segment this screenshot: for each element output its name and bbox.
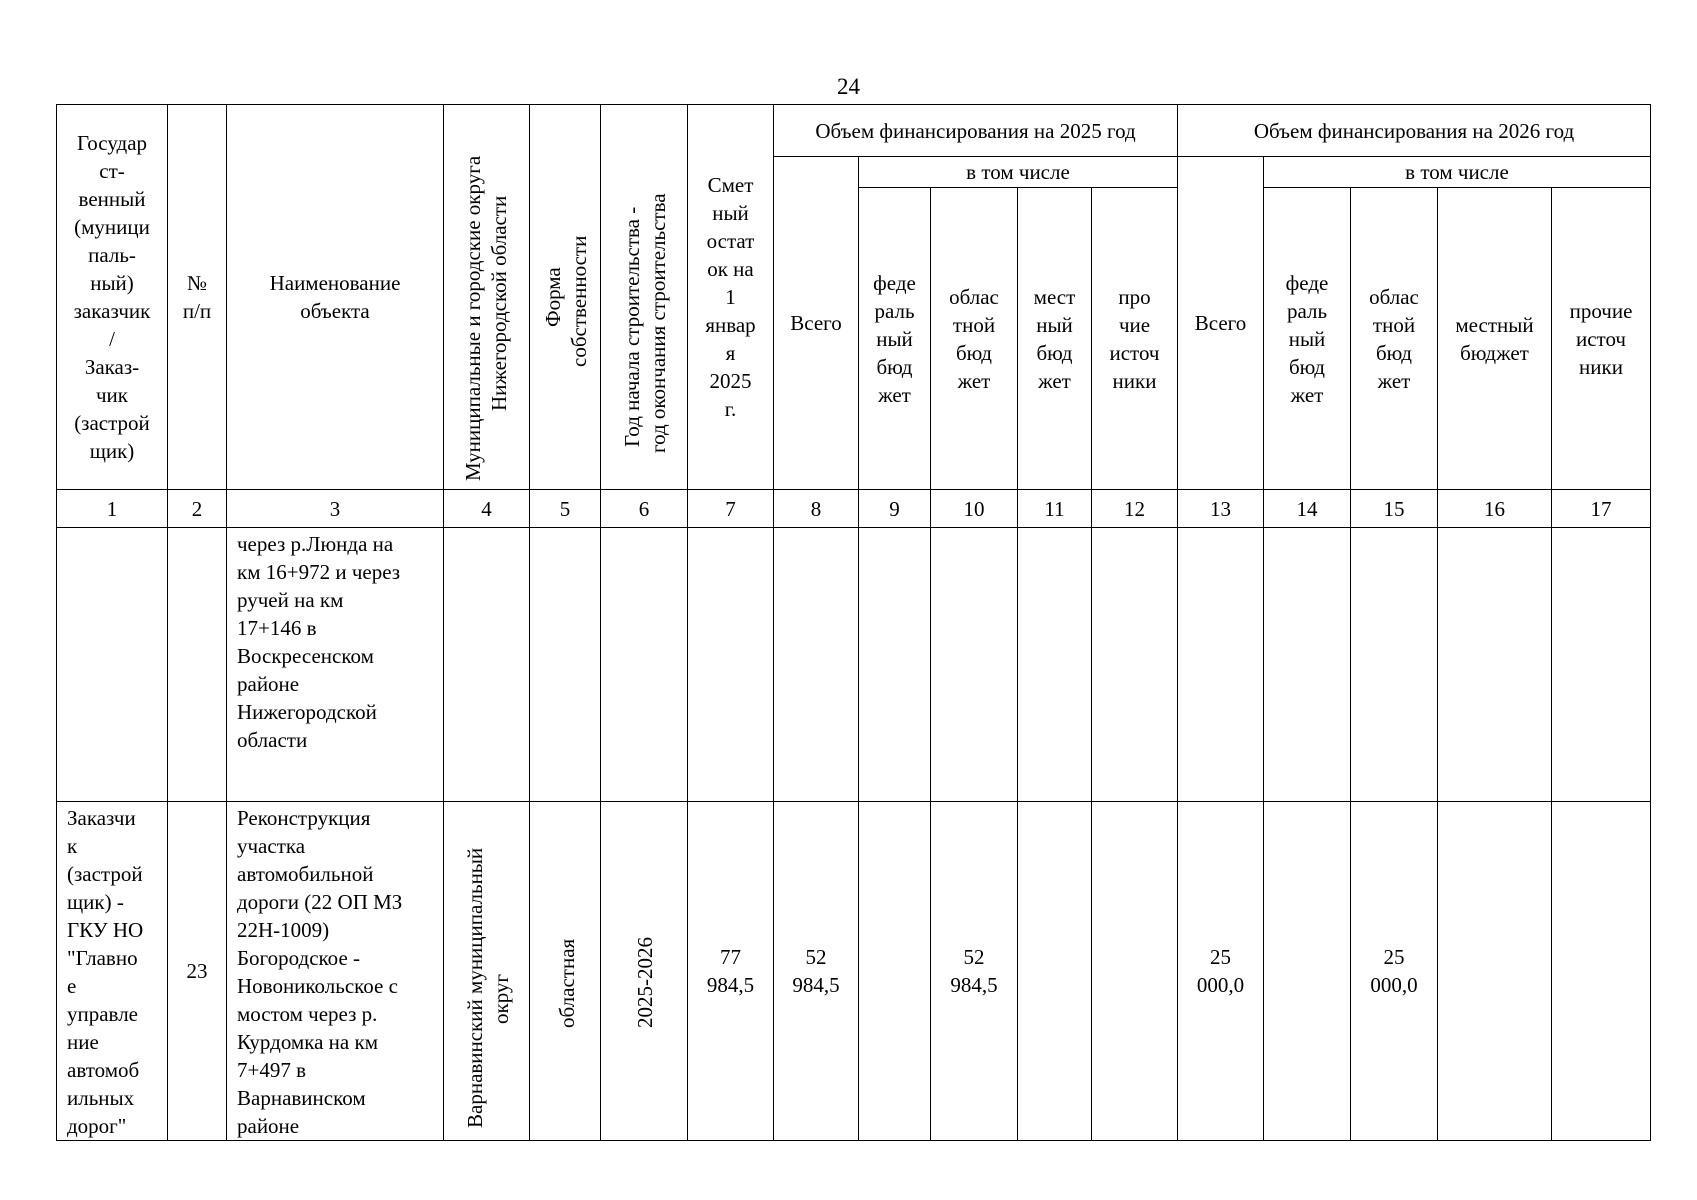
customer-cell	[57, 528, 168, 802]
column-number: 12	[1092, 490, 1178, 528]
header-districts	[444, 105, 530, 490]
header-object-name: Наименование объекта	[227, 105, 444, 490]
other-2025-cell	[1092, 528, 1178, 802]
table-row	[57, 528, 1651, 802]
column-number: 7	[688, 490, 774, 528]
regional-2026-cell	[1351, 528, 1438, 802]
header-remainder: Смет ный остат ок на 1 январ я 2025 г.	[688, 105, 774, 490]
column-number: 16	[1438, 490, 1552, 528]
local-2025-cell	[1018, 802, 1092, 1141]
regional-2025-cell	[931, 528, 1018, 802]
svg-text:Форма: Форма	[541, 267, 565, 327]
svg-text:Варнавинский муниципальный: Варнавинский муниципальный	[463, 847, 487, 1128]
header-local-2026: местный бюджет	[1438, 188, 1552, 490]
column-number: 4	[444, 490, 530, 528]
column-number: 1	[57, 490, 168, 528]
header-federal-2025: феде раль ный бюд жет	[859, 188, 931, 490]
header-years	[601, 105, 688, 490]
column-number: 14	[1264, 490, 1351, 528]
page-number: 24	[837, 74, 860, 99]
remainder-cell	[688, 528, 774, 802]
column-number: 17	[1552, 490, 1651, 528]
svg-text:2025-2026: 2025-2026	[633, 937, 657, 1028]
local-2026-cell	[1438, 802, 1552, 1141]
column-number: 6	[601, 490, 688, 528]
header-number: № п/п	[168, 105, 227, 490]
other-2025-cell	[1092, 802, 1178, 1141]
header-ownership-vertical-text	[530, 105, 601, 489]
federal-2025-cell	[859, 528, 931, 802]
header-group-2025: Объем финансирования на 2025 год	[774, 105, 1178, 157]
column-number: 9	[859, 490, 931, 528]
header-other-2025: про чие источ ники	[1092, 188, 1178, 490]
number-cell	[168, 528, 227, 802]
financing-table	[56, 104, 1651, 1141]
total-2025-cell	[774, 528, 859, 802]
svg-text:округ: округ	[489, 973, 513, 1024]
other-2026-cell	[1552, 802, 1651, 1141]
object-name-cell: через р.Люнда на км 16+972 и через ручей на км 17+146 в Воскресенском районе Нижегородской области	[227, 528, 444, 802]
years-vertical-text	[601, 806, 688, 1136]
ownership-cell	[530, 802, 601, 1141]
column-number: 10	[931, 490, 1018, 528]
ownership-cell	[530, 528, 601, 802]
svg-text:Муниципальные и городские окру: Муниципальные и городские округа	[461, 155, 485, 481]
header-group-2026: Объем финансирования на 2026 год	[1178, 105, 1651, 157]
column-number: 5	[530, 490, 601, 528]
years-cell	[601, 802, 688, 1141]
object-name-cell: Реконструкция участка автомобильной дороги (22 ОП МЗ 22Н-1009) Богородское - Новоникольское с мостом через р. Курдомка на км 7+497 в Варнавинском районе	[227, 802, 444, 1141]
svg-text:год окончания строительства: год окончания строительства	[646, 193, 670, 453]
svg-text:Нижегородской области: Нижегородской области	[487, 195, 511, 411]
column-number: 11	[1018, 490, 1092, 528]
header-customer: Государ ст- венный (муници паль- ный) заказчик / Заказ- чик (застрой щик)	[57, 105, 168, 490]
total-2025-cell: 52 984,5	[774, 802, 859, 1141]
remainder-cell: 77 984,5	[688, 802, 774, 1141]
number-cell: 23	[168, 802, 227, 1141]
header-ownership	[530, 105, 601, 490]
column-number: 3	[227, 490, 444, 528]
header-including-2025: в том числе	[859, 157, 1178, 188]
years-cell	[601, 528, 688, 802]
header-local-2025: мест ный бюд жет	[1018, 188, 1092, 490]
header-including-2026: в том числе	[1264, 157, 1651, 188]
district-cell	[444, 802, 530, 1141]
header-districts-vertical-text	[444, 105, 530, 489]
ownership-vertical-text	[530, 806, 601, 1136]
regional-2025-cell: 52 984,5	[931, 802, 1018, 1141]
district-vertical-text	[444, 806, 530, 1136]
header-federal-2026: феде раль ный бюд жет	[1264, 188, 1351, 490]
table-row	[57, 802, 1651, 1141]
column-number: 13	[1178, 490, 1264, 528]
column-number: 8	[774, 490, 859, 528]
customer-cell: Заказчи к (застрой щик) - ГКУ НО "Главно е управле ние автомоб ильных дорог"	[57, 802, 168, 1141]
header-total-2025: Всего	[774, 157, 859, 490]
column-number: 2	[168, 490, 227, 528]
local-2025-cell	[1018, 528, 1092, 802]
header-years-vertical-text	[601, 105, 688, 489]
header-other-2026: прочие источ ники	[1552, 188, 1651, 490]
svg-text:областная: областная	[555, 938, 579, 1028]
header-total-2026: Всего	[1178, 157, 1264, 490]
federal-2025-cell	[859, 802, 931, 1141]
total-2026-cell	[1178, 528, 1264, 802]
local-2026-cell	[1438, 528, 1552, 802]
federal-2026-cell	[1264, 802, 1351, 1141]
header-regional-2026: облас тной бюд жет	[1351, 188, 1438, 490]
column-number: 15	[1351, 490, 1438, 528]
header-regional-2025: облас тной бюд жет	[931, 188, 1018, 490]
svg-text:Год начала строительства -: Год начала строительства -	[620, 206, 644, 447]
total-2026-cell: 25 000,0	[1178, 802, 1264, 1141]
regional-2026-cell: 25 000,0	[1351, 802, 1438, 1141]
svg-text:собственности: собственности	[567, 235, 591, 367]
column-numbers-row	[57, 490, 1651, 528]
other-2026-cell	[1552, 528, 1651, 802]
district-cell	[444, 528, 530, 802]
federal-2026-cell	[1264, 528, 1351, 802]
